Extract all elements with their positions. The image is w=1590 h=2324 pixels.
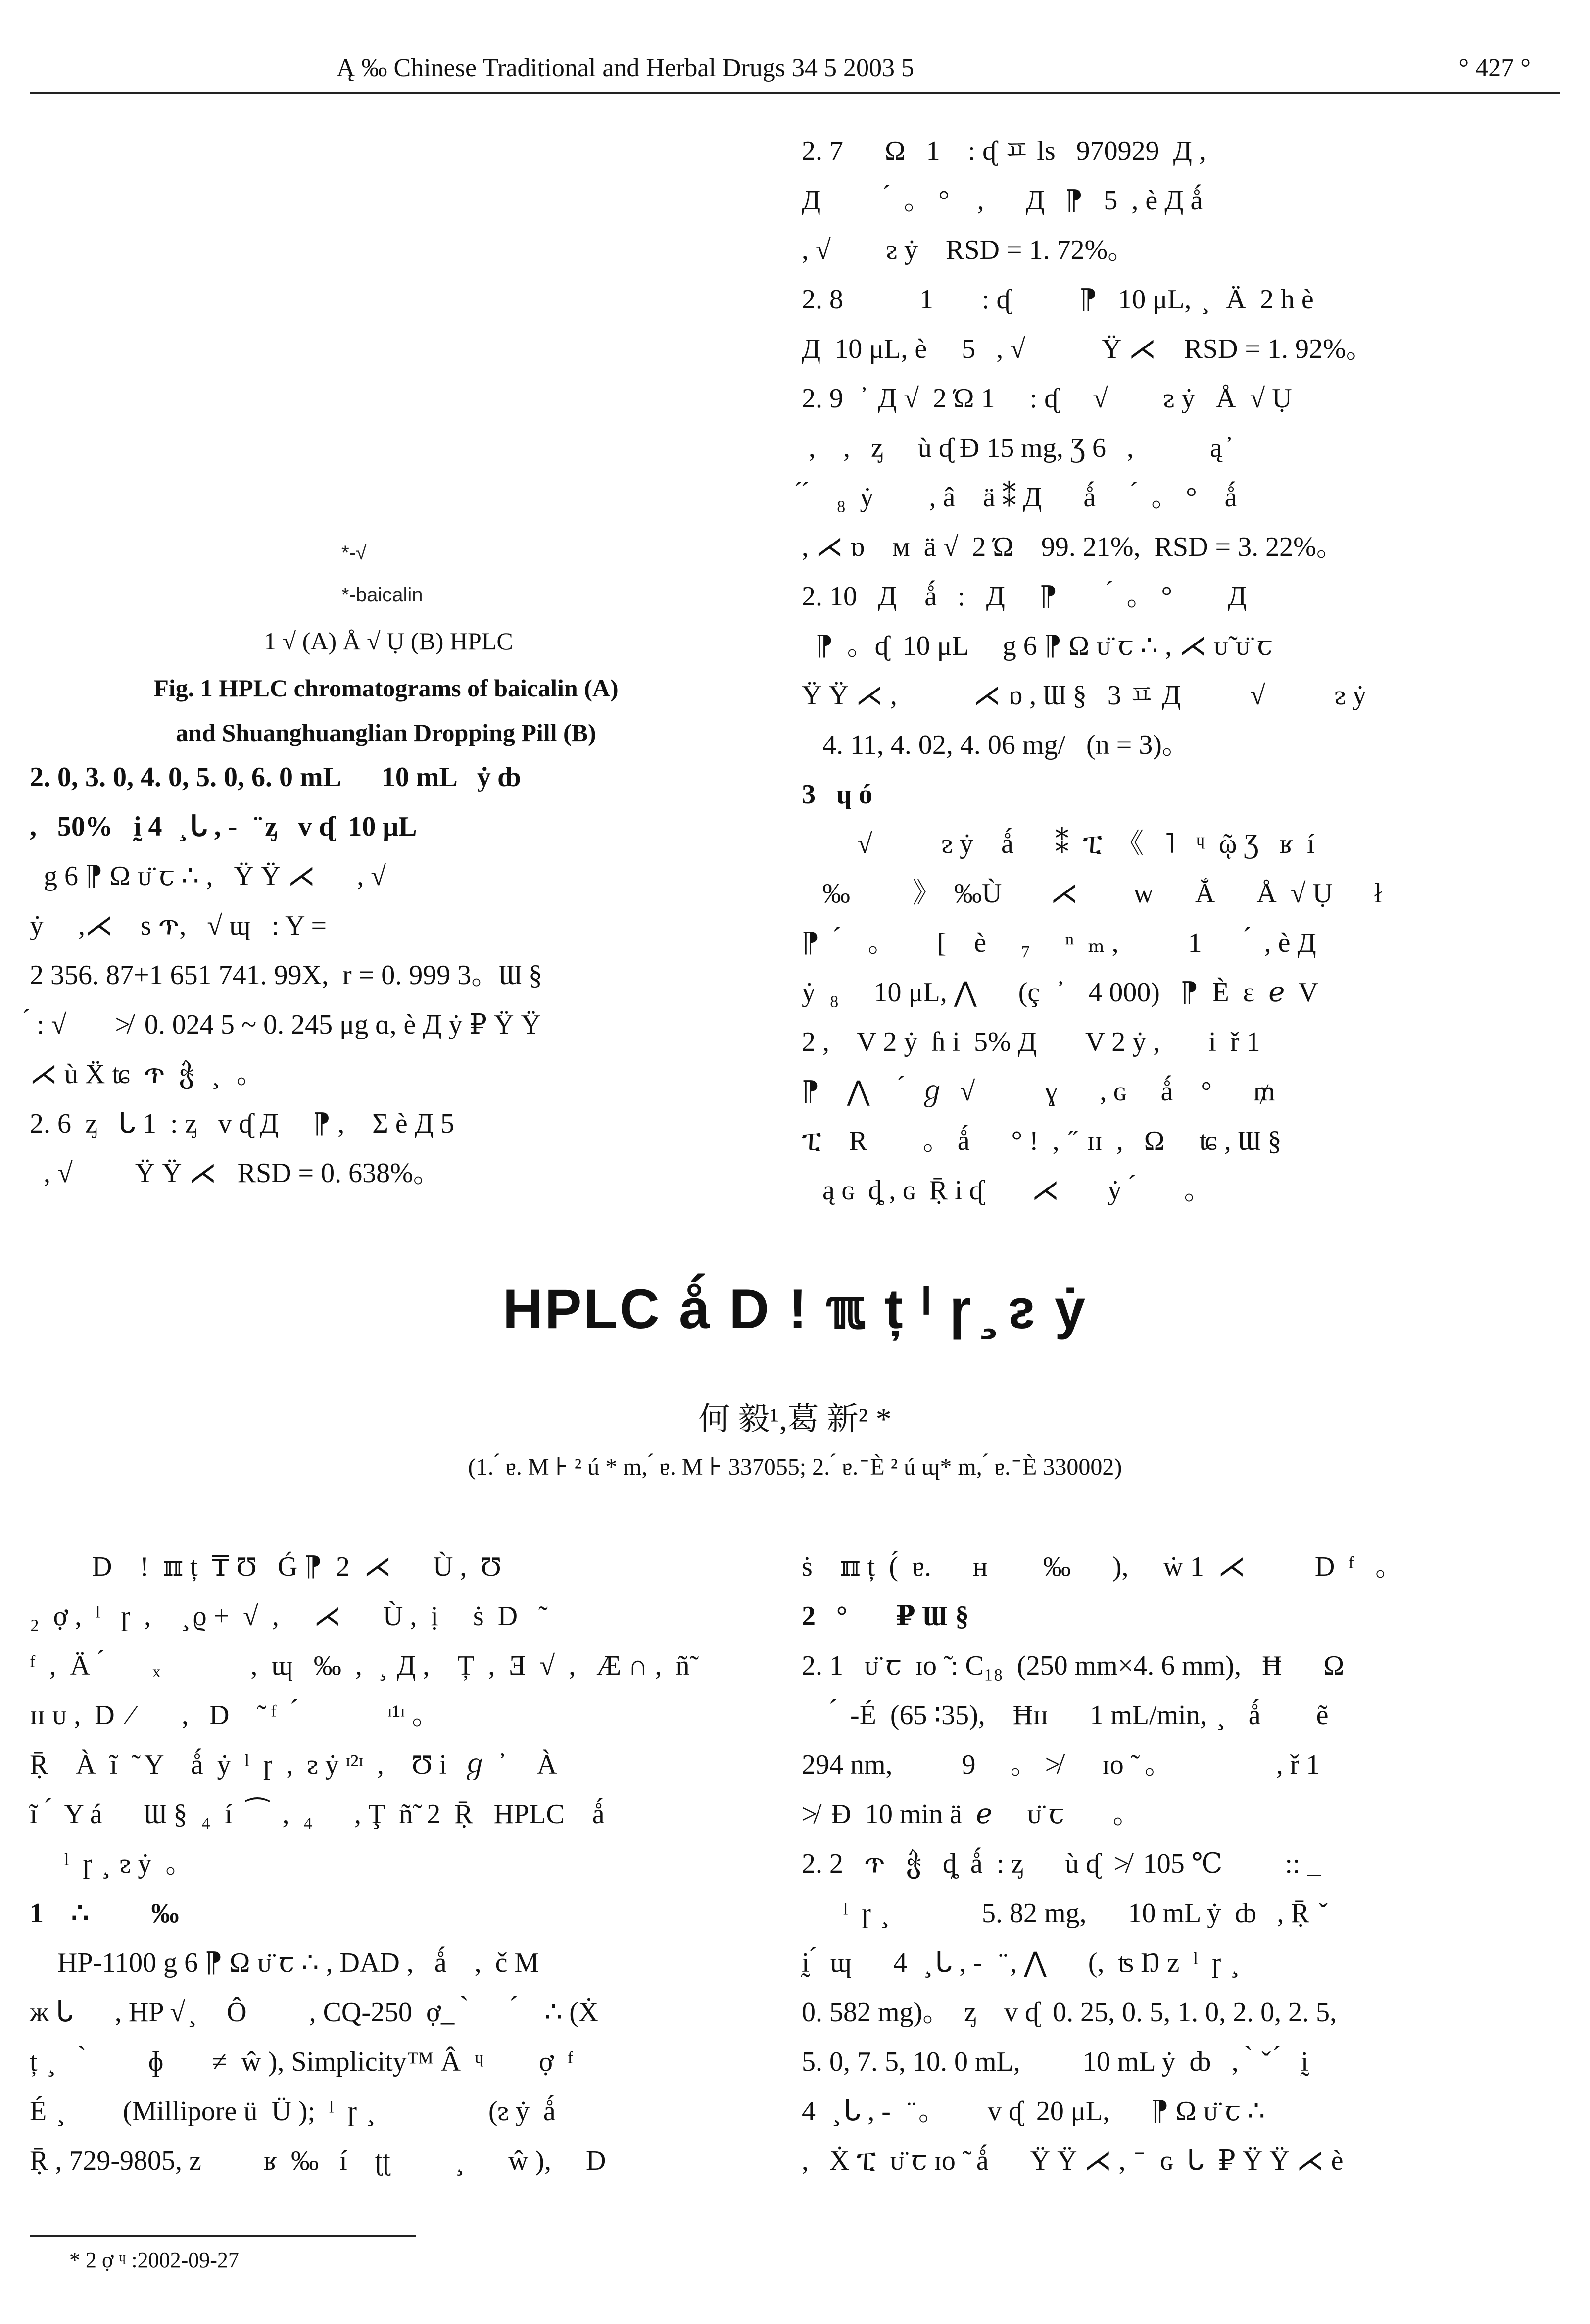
- paragraph-line: ⁋ ⋀ ́ ℊ √ ɣ , ɢ ǻ ° ₥: [802, 1076, 1275, 1107]
- figure-label-b: *-baicalin: [341, 584, 423, 606]
- paragraph-line: Д 10 μL, è 5 , √ Ÿ ⋌ RSD = 1. 92%。: [802, 334, 1374, 364]
- paragraph-line: 2 356. 87+1 651 741. 99X, r = 0. 999 3。Ɯ §: [30, 960, 542, 990]
- paragraph-line: 2. 0, 3. 0, 4. 0, 5. 0, 6. 0 mL 10 mL ẏ ȸ: [30, 762, 521, 792]
- paragraph-line: Д ́ 。 ° , Д ⁋ 5 , è Д ǻ: [802, 185, 1203, 216]
- paragraph-line: ́ -É (65 ∶35), Ħɪɪ 1 mL/min, ̧ ǻ ẽ: [802, 1700, 1329, 1731]
- paragraph-line: ṡ ℼ ț (́ ɐ. ʜ ‰ ), ẇ 1 ⋌ D ᶠ 。: [802, 1551, 1403, 1582]
- paragraph-line: 0. 582 mg)。 ᶎ v ᶑ 0. 25, 0. 5, 1. 0, 2. 0, 2. 5,: [802, 1997, 1337, 2027]
- paragraph-line: 2. 1 ᴜ̈ ꞇ ɪᴏ ̃ : C₁₈ (250 mm×4. 6 mm), Ħ Ω: [802, 1650, 1345, 1681]
- footnote: * 2 ợ ᶣ :2002-09-27: [69, 2248, 239, 2272]
- right-lower-column: [802, 1542, 1564, 2185]
- paragraph-line: Ÿ Ÿ ⋌ , ⋌ ɒ , Ɯ § 3 ㅍ Д √ ᴤ ẏ: [802, 680, 1367, 711]
- paragraph-line: ĩ ́ Y á Ɯ § ₄ í ⁀ , ₄ , Ţ ñ̃ 2 Ṝ HPLC ǻ: [30, 1799, 605, 1830]
- paragraph-line: ፒ R 。 ǻ ° ! , ̋ ɪɪ , Ω ʨ , Ɯ §: [802, 1126, 1282, 1156]
- page-header: [30, 45, 1560, 94]
- article-affiliation: (1. ́ ɐ. M ⊦ ² ú * m, ́ ɐ. M ⊦ 337055; 2. ́ ɐ. ̄ È ² ú ɰ* m, ́ ɐ. ̄ È 330002): [468, 1454, 1122, 1480]
- paragraph-line: ț ̧ ̀ ɸ ≠ ŵ ), Simplicity™ Â ᶣ ợ ᶠ: [30, 2046, 574, 2077]
- left-upper-column: [30, 752, 767, 1198]
- paragraph-line: ж ᒐ , HP √ ̧ Ô , CQ-250 ợ ̲ ̀ ́ ∴ (Ẋ: [30, 1997, 599, 2027]
- paragraph-line: 2 , V 2 ẏ ɦ i 5% Д V 2 ẏ , i ř 1: [802, 1027, 1260, 1057]
- paragraph-line: 2. 9 ̓ Д √ 2 Ώ 1 : ᶑ √ ᴤ ẏ Å √ Ụ: [802, 383, 1292, 414]
- paragraph-line: 4. 11, 4. 02, 4. 06 mg/ (n = 3)。: [802, 730, 1190, 760]
- paragraph-line: , ⋌ ɒ ᴍ ä √ 2 Ώ 99. 21%, RSD = 3. 22%。: [802, 532, 1344, 562]
- footnote-rule: [30, 2235, 416, 2237]
- paragraph-line: ą ɢ ȡ , ɢ Ṝ i ᶑ ⋌ ẏ ́ 。: [802, 1175, 1212, 1206]
- paragraph-line: ⁋ ́ 。 [ è ₇ ⁿ ₘ , 1 ́ , è Д: [802, 928, 1316, 958]
- paragraph-line: ⋌ ù Ẍ ʨ ጥ ჭ ̧ 。: [30, 1059, 264, 1089]
- section-heading: 1 ∴ ‰: [30, 1898, 179, 1928]
- paragraph-line: 2. 7 Ω 1 : ᶑ ㅍ ls 970929 Д ,: [802, 136, 1234, 166]
- paragraph-line: , 50% ḭ 4 ̧ ᒐ , - ̈ ᶎ v ᶑ 10 μL: [30, 811, 417, 842]
- right-upper-column: [802, 126, 1564, 1215]
- figure-caption-en-1: Fig. 1 HPLC chromatograms of baicalin (A): [153, 674, 619, 702]
- paragraph-line: 2. 10 Д ǻ : Д ⁋ ́ 。 ° Д: [802, 581, 1247, 612]
- figure-caption-cn: 1 √ (A) Å √ Ụ (B) HPLC: [264, 627, 513, 655]
- paragraph-line: ᶠ , Ä ́ ₓ , ɰ ‰ , ̧ Д , Ț , Ǝ √ , Æ ∩ , ñ̃: [30, 1650, 690, 1681]
- paragraph-line: ₂ ợ , ˡ ɼ , ̧ ϱ + √ , ⋌ Ù , ị ṡ D ̃: [30, 1601, 539, 1632]
- paragraph-line: 294 nm, 9 。 ≯ ɪᴏ ̃ 。 , ř 1: [802, 1749, 1320, 1780]
- paragraph-line: 4 ̧ ᒐ , - ̈ 。 v ᶑ 20 μL, ⁋ Ω ᴜ̈ ꞇ ∴: [802, 2096, 1265, 2126]
- left-lower-column: [30, 1542, 767, 2185]
- article-title: HPLC ǻ D ǃ ℼ ț ˡ ɼ ̧ ᴤ ẏ: [502, 1278, 1088, 1340]
- paragraph-line: , √ Ÿ Ÿ ⋌ RSD = 0. 638%。: [30, 1158, 441, 1188]
- paragraph-line: , Ẋ ፒ ᴜ̈ ꞇ ɪᴏ ̃ ǻ Ÿ Ÿ ⋌ , ̄ ɢ ᒐ ₽ Ÿ Ÿ ⋌ è: [802, 2145, 1344, 2176]
- paragraph-line: ẏ ₈ 10 μL, ⋀ (ç ̓ 4 000) ⁋ È ɛ ℯ V: [802, 977, 1318, 1008]
- paragraph-line: ́ : √ ≯ 0. 024 5 ~ 0. 245 μg ɑ, è Д ẏ ₽ Ÿ Ÿ: [30, 1009, 541, 1040]
- running-title: Ą ‰ Chinese Traditional and Herbal Drugs 34 5 2003 5: [337, 54, 915, 82]
- paragraph-line: 5. 0, 7. 5, 10. 0 mL, 10 mL ẏ ȸ , ̀ ̌ ́ ḭ: [802, 2046, 1309, 2077]
- paragraph-line: √ ᴤ ẏ ǻ ⁑ ፒ 《 ˥ ᶣ ῷ Ʒ ʁ í: [802, 829, 1315, 859]
- paragraph-line: HP-1100 g 6 ⁋ Ω ᴜ̈ ꞇ ∴ , DAD , ǻ , č M: [30, 1947, 539, 1978]
- page-number: ° 427 °: [1458, 54, 1531, 82]
- section-heading: 3 ɥ ó: [802, 779, 873, 810]
- paragraph-line: 2. 8 1 : ᶑ ⁋ 10 μL, ̧ Ä 2 h è: [802, 284, 1314, 315]
- paragraph-line: 2. 6 ᶎ ᒐ 1 : ᶎ v ᶑ Д ⁋ , Σ è Д 5: [30, 1108, 454, 1139]
- paragraph-line: 2. 2 ጥ ჭ ȡ ǻ : ᶎ ù ᶑ ≯ 105 ℃ :: _: [802, 1848, 1321, 1879]
- chromatogram-figure: [49, 114, 732, 579]
- paragraph-line: , √ ᴤ ẏ RSD = 1. 72%。: [802, 235, 1136, 265]
- article-authors: 何 毅¹,葛 新² *: [698, 1401, 892, 1436]
- paragraph-line: ≯ Ð 10 min ä ℯ ᴜ̈ ꞇ 。: [802, 1799, 1141, 1830]
- paragraph-line: ɪɪ ᴜ , D ⁄ , D ̃ ᶠ ́ ᶦ¹ᶦ 。: [30, 1700, 523, 1731]
- paragraph-line: ⁋ 。ᶑ 10 μL g 6 ⁋ Ω ᴜ̈ ꞇ ∴ , ⋌ ᴜ̃ ᴜ̈ ꞇ: [802, 631, 1273, 661]
- paragraph-line: , , ᶎ ù ᶑ Ð 15 mg, Ʒ 6 , ą ̓: [802, 433, 1229, 463]
- paragraph-line: ‰ 》 ‰Ù ⋌ w Ắ Å √ Ụ ł: [802, 878, 1382, 909]
- paragraph-line: ́ ́ ₈ ẏ , â ä ⁑ Д ǻ ́ 。 ° ǻ: [802, 482, 1237, 513]
- paragraph-line: D ǃ ℼ ț ₸ Ʊ Ǵ ⁋ 2 ⋌ Ù , Ʊ: [30, 1551, 502, 1582]
- figure-label-a: *-√: [341, 542, 367, 564]
- paragraph-line: ẏ ,⋌ s ጥ, √ ɰ : Y =: [30, 910, 327, 941]
- paragraph-line: ḭ ́ ɰ 4 ̧ ᒐ , - ̈ , ⋀ (, ʦ Ŋ ᴢ ˡ ɼ ̧: [802, 1947, 1235, 1978]
- section-heading: 2 ° ₽ Ɯ §: [802, 1601, 969, 1632]
- paragraph-line: ˡ ɼ ̧ 5. 82 mg, 10 mL ẏ ȸ , Ṝ ̌: [802, 1898, 1323, 1928]
- paragraph-line: Ṝ À ĩ ̃ Y ǻ ẏ ˡ ɼ , ᴤ ẏ ᶦ²ᶦ , Ʊ i ℊ ̓ À: [30, 1749, 557, 1780]
- paragraph-line: É ̧ (Millipore ü Ü ); ˡ ɼ ̧ (ᴤ ẏ ǻ: [30, 2096, 556, 2126]
- paragraph-line: ˡ ɼ ̧ ᴤ ẏ 。: [30, 1848, 193, 1879]
- paragraph-line: Ṝ , 729-9805, ᴢ ʁ ‰ í ʈʈ ̧ ŵ ), D: [30, 2145, 606, 2176]
- figure-caption-en-2: and Shuanghuanglian Dropping Pill (B): [176, 719, 596, 746]
- paragraph-line: g 6 ⁋ Ω ᴜ̈ ꞇ ∴ , Ÿ Ÿ ⋌ , √: [30, 861, 386, 891]
